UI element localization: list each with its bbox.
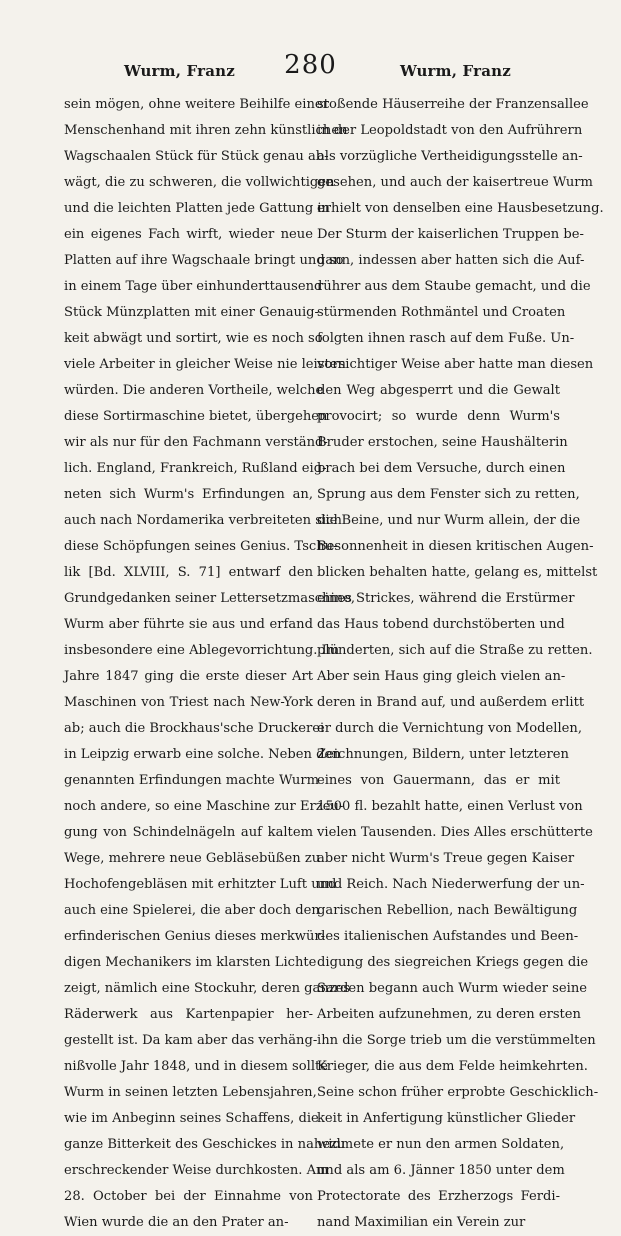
text-line: diese Schöpfungen seines Genius. Tschu- (64, 539, 338, 554)
text-line: Der Sturm der kaiserlichen Truppen be- (317, 227, 584, 242)
text-line: Seine schon früher erprobte Geschicklich- (317, 1085, 599, 1100)
text-line: Grundgedanken seiner Lettersetzmaschine, (64, 591, 356, 606)
text-line: keit in Anfertigung künstlicher Glieder (317, 1111, 576, 1126)
text-line: ihn die Sorge trieb um die verstümmelten (317, 1033, 596, 1048)
text-line: das Haus tobend durchstöberten und (317, 617, 565, 632)
text-line: Platten auf ihre Wagschaale bringt und so (64, 253, 344, 268)
text-line: gung von Schindelnägeln auf kaltem (64, 825, 313, 840)
text-line: vielen Tausenden. Dies Alles erschütterte (317, 825, 593, 840)
left-text-column (64, 92, 356, 1236)
text-line: Maschinen von Triest nach New-York (64, 695, 313, 710)
page-header (0, 50, 621, 90)
text-line: in der Leopoldstadt von den Aufrührern (317, 123, 583, 138)
text-line: ganze Bitterkeit des Geschickes in nahezu (64, 1137, 346, 1152)
text-line: diese Sortirmaschine bietet, übergehen (64, 409, 328, 424)
text-line: ein eigenes Fach wirft, wieder neue (64, 227, 313, 242)
running-head-left: Wurm, Franz (124, 62, 235, 80)
text-line: plünderten, sich auf die Straße zu retten. (317, 643, 593, 658)
text-line: und als am 6. Jänner 1850 unter dem (317, 1163, 565, 1178)
text-line: garischen Rebellion, nach Bewältigung (317, 903, 578, 918)
text-line: erhielt von denselben eine Hausbesetzung. (317, 201, 604, 216)
text-line: eines von Gauermann, das er mit (317, 773, 560, 788)
text-line: 28. October bei der Einnahme von (64, 1189, 313, 1204)
text-line: Wurm aber führte sie aus und erfand (64, 617, 313, 632)
text-line: Räderwerk aus Kartenpapier her- (64, 1007, 313, 1022)
text-line: des italienischen Aufstandes und Been- (317, 929, 579, 944)
text-line: lik [Bd. XLVIII, S. 71] entwarf den (64, 565, 313, 580)
text-line: Sprung aus dem Fenster sich zu retten, (317, 487, 580, 502)
text-line: erfinderischen Genius dieses merkwür- (64, 929, 326, 944)
text-line: eines Strickes, während die Erstürmer (317, 591, 575, 606)
text-line: nand Maximilian ein Verein zur (317, 1215, 526, 1230)
text-line: und Reich. Nach Niederwerfung der un- (317, 877, 585, 892)
text-line: wie im Anbeginn seines Schaffens, die (64, 1111, 319, 1126)
text-line: stoßende Häuserreihe der Franzensallee (317, 97, 589, 112)
text-line: in einem Tage über einhunderttausend (64, 279, 323, 294)
text-line: brach bei dem Versuche, durch einen (317, 461, 566, 476)
text-line: genannten Erfindungen machte Wurm (64, 773, 319, 788)
text-line: viele Arbeiter in gleicher Weise nie leisten (64, 357, 346, 372)
text-line: neten sich Wurm's Erfindungen an, (64, 487, 313, 502)
text-line: digung des siegreichen Kriegs gegen die (317, 955, 589, 970)
text-line: provocirt; so wurde denn Wurm's (317, 409, 560, 424)
text-line: Krieger, die aus dem Felde heimkehrten. (317, 1059, 588, 1074)
text-line: in Leipzig erwarb eine solche. Neben den (64, 747, 341, 762)
page-number: 280 (284, 50, 337, 80)
text-line: Wien wurde die an den Prater an- (64, 1215, 289, 1230)
text-line: gesehen, und auch der kaisertreue Wurm (317, 175, 593, 190)
right-text-column (317, 92, 604, 1236)
text-line: wägt, die zu schweren, die vollwichtigen (64, 175, 335, 190)
text-line: zeigt, nämlich eine Stockuhr, deren ganzes (64, 981, 351, 996)
text-line: Menschenhand mit ihren zehn künstlichen (64, 123, 348, 138)
text-line: wir als nur für den Fachmann verständ- (64, 435, 328, 450)
text-line: blicken behalten hatte, gelang es, mittelst (317, 565, 598, 580)
text-line: würden. Die anderen Vortheile, welche (64, 383, 324, 398)
text-line: Hochofengebläsen mit erhitzter Luft und (64, 877, 337, 892)
text-line: 1500 fl. bezahlt hatte, einen Verlust von (317, 799, 583, 814)
text-line: stürmenden Rothmäntel und Croaten (317, 305, 566, 320)
text-line: deren in Brand auf, und außerdem erlitt (317, 695, 585, 710)
text-line: noch andere, so eine Maschine zur Erzeu- (64, 799, 344, 814)
text-line: lich. England, Frankreich, Rußland eig- (64, 461, 327, 476)
text-line: Stück Münzplatten mit einer Genauig- (64, 305, 319, 320)
running-head-right: Wurm, Franz (400, 62, 511, 80)
text-line: auch nach Nordamerika verbreiteten sich (64, 513, 342, 528)
text-line: erschreckender Weise durchkosten. Am (64, 1163, 329, 1178)
text-line: keit abwägt und sortirt, wie es noch so (64, 331, 323, 346)
text-line: Arbeiten aufzunehmen, zu deren ersten (317, 1007, 581, 1022)
text-line: folgten ihnen rasch auf dem Fuße. Un- (317, 331, 575, 346)
text-line: Bruder erstochen, seine Haushälterin (317, 435, 568, 450)
text-line: die Beine, und nur Wurm allein, der die (317, 513, 581, 528)
text-line: Wurm in seinen letzten Lebensjahren, (64, 1085, 317, 1100)
text-line: den Weg abgesperrt und die Gewalt (317, 383, 560, 398)
text-line: ab; auch die Brockhaus'sche Druckerei (64, 721, 325, 736)
text-line: vorsichtiger Weise aber hatte man diesen (317, 357, 594, 372)
text-line: gestellt ist. Da kam aber das verhäng- (64, 1033, 318, 1048)
text-line: Protectorate des Erzherzogs Ferdi- (317, 1189, 560, 1204)
text-line: digen Mechanikers im klarsten Lichte (64, 955, 317, 970)
text-line: Zeichnungen, Bildern, unter letzteren (317, 747, 569, 762)
text-line: widmete er nun den armen Soldaten, (317, 1137, 565, 1152)
text-line: als vorzügliche Vertheidigungsstelle an- (317, 149, 583, 164)
text-line: aber nicht Wurm's Treue gegen Kaiser (317, 851, 575, 866)
text-line: und die leichten Platten jede Gattung in (64, 201, 330, 216)
text-line: Sarden begann auch Wurm wieder seine (317, 981, 588, 996)
text-line: insbesondere eine Ablegevorrichtung. Im (64, 643, 340, 658)
text-line: Jahre 1847 ging die erste dieser Art (64, 669, 313, 684)
text-line: Wege, mehrere neue Gebläsebüßen zu (64, 851, 321, 866)
text-line: er durch die Vernichtung von Modellen, (317, 721, 582, 736)
text-line: rührer aus dem Staube gemacht, und die (317, 279, 591, 294)
text-line: nißvolle Jahr 1848, und in diesem sollte (64, 1059, 329, 1074)
text-line: Wagschaalen Stück für Stück genau ab- (64, 149, 329, 164)
text-line: Besonnenheit in diesen kritischen Augen- (317, 539, 594, 554)
text-line: Aber sein Haus ging gleich vielen an- (317, 669, 566, 684)
text-line: gann, indessen aber hatten sich die Auf- (317, 253, 585, 268)
text-line: auch eine Spielerei, die aber doch den (64, 903, 320, 918)
text-line: sein mögen, ohne weitere Beihilfe einer (64, 97, 329, 112)
